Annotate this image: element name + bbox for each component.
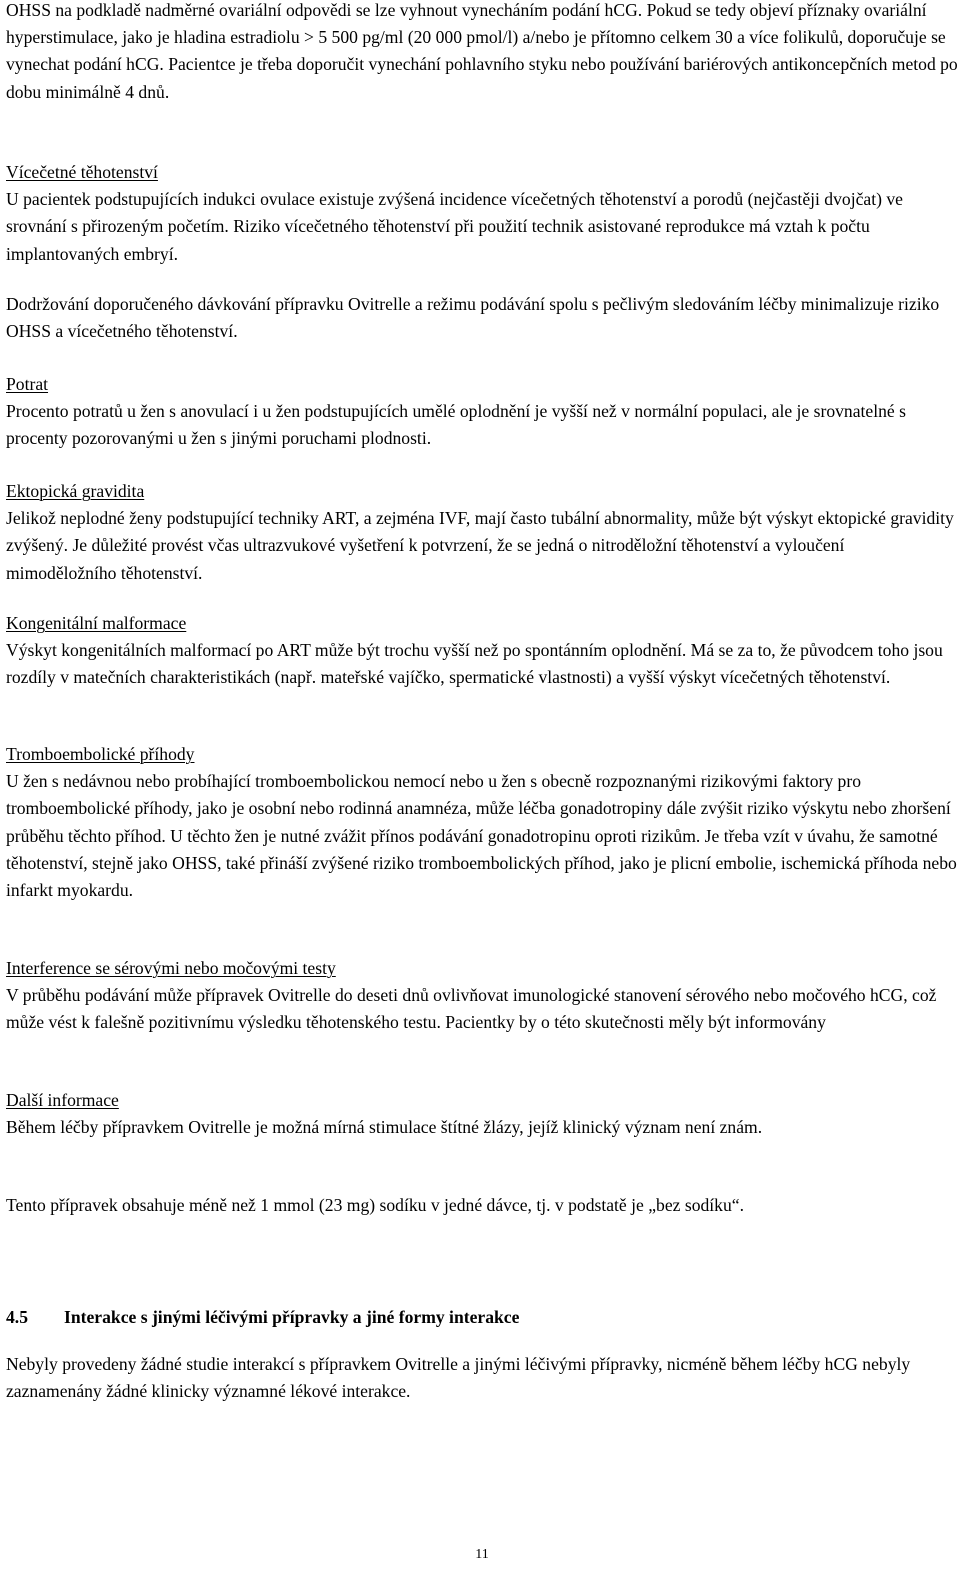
section-test-interference <box>6 955 958 1037</box>
section-4-5-heading <box>6 1304 958 1331</box>
section-multiple-pregnancy <box>6 159 958 268</box>
paragraph-text: V průběhu podávání může přípravek Ovitrelle do deseti dnů ovlivňovat imunologické stanovení sérového nebo močového hCG, což může vést k falešně pozitivnímu výsledku těhotenského testu. Pacientky by o této skutečnosti měly být informovány <box>6 985 937 1033</box>
paragraph-text: Během léčby přípravkem Ovitrelle je možná mírná stimulace štítné žlázy, jejíž klinický význam není znám. <box>6 1117 763 1138</box>
paragraph-text: OHSS na podkladě nadměrné ovariální odpovědi se lze vyhnout vynecháním podání hCG. Pokud se tedy objeví příznaky ovariální hyperstimulace, jako je hladina estradiolu > 5 500 pg/ml (20 000 pmol/l) a/nebo je přítomno celkem 30 a více folikulů, doporučuje se vynechat podání hCG. Pacientce je třeba doporučit vynechání pohlavního styku nebo používání bariérových antikoncepčních metod po dobu minimálně 4 dnů. <box>6 0 958 102</box>
section-title: Interakce s jinými léčivými přípravky a jiné formy interakce <box>64 1307 520 1327</box>
document-page <box>6 0 958 1582</box>
section-thromboembolic-events <box>6 741 958 904</box>
paragraph-text: Dodržování doporučeného dávkování přípravku Ovitrelle a režimu podávání spolu s pečlivým sledováním léčby minimalizuje riziko OHSS a vícečetného těhotenství. <box>6 294 940 342</box>
section-heading: Kongenitální malformace <box>6 613 187 633</box>
section-miscarriage <box>6 371 958 453</box>
section-other-information <box>6 1087 958 1141</box>
paragraph-text: U pacientek podstupujících indukci ovulace existuje zvýšená incidence vícečetných těhotenství a porodů (nejčastěji dvojčat) ve srovnání s přirozeným početím. Riziko vícečetného těhotenství při použití technik asistované reprodukce má vztah k počtu implantovaných embryí. <box>6 189 903 264</box>
paragraph-text: Nebyly provedeny žádné studie interakcí s přípravkem Ovitrelle a jinými léčivými přípravky, nicméně během léčby hCG nebyly zaznamenány žádné klinicky významné lékové interakce. <box>6 1354 911 1402</box>
section-congenital-malformations <box>6 610 958 692</box>
paragraph-text: Tento přípravek obsahuje méně než 1 mmol (23 mg) sodíku v jedné dávce, tj. v podstatě je „bez sodíku“. <box>6 1195 744 1215</box>
paragraph-text: Procento potratů u žen s anovulací i u žen podstupujících umělé oplodnění je vyšší než v normální populaci, ale je srovnatelné s procenty pozorovanými u žen s jinými poruchami plodnosti. <box>6 401 906 449</box>
section-heading: Ektopická gravidita <box>6 481 145 501</box>
section-heading: Další informace <box>6 1090 119 1110</box>
paragraph-ohss-avoidance <box>6 0 958 106</box>
paragraph-sodium-content <box>6 1192 958 1219</box>
section-ectopic-pregnancy <box>6 478 958 587</box>
paragraph-dosing-note <box>6 291 958 345</box>
section-number: 4.5 <box>6 1307 28 1327</box>
section-heading: Tromboembolické příhody <box>6 744 195 764</box>
paragraph-text: U žen s nedávnou nebo probíhající tromboembolickou nemocí nebo u žen s obecně rozpoznanými rizikovými faktory pro tromboembolické příhody, jako je osobní nebo rodinná anamnéza, může léčba gonadotropiny dále zvýšit riziko výskytu nebo zhoršení průběhu těchto příhod. U těchto žen je nutné zvážit přínos podávání gonadotropinu oproti rizikům. Je třeba vzít v úvahu, že samotné těhotenství, stejně jako OHSS, také přináší zvýšené riziko tromboembolických příhod, jako je plicní embolie, ischemická příhoda nebo infarkt myokardu. <box>6 771 957 901</box>
section-heading: Potrat <box>6 374 49 394</box>
section-heading: Vícečetné těhotenství <box>6 162 158 182</box>
paragraph-text: Jelikož neplodné ženy podstupující techniky ART, a zejména IVF, mají často tubální abnormality, může být výskyt ektopické gravidity zvýšený. Je důležité provést včas ultrazvukové vyšetření k potvrzení, že se jedná o nitroděložní těhotenství a vyloučení mimoděložního těhotenství. <box>6 508 954 583</box>
page-number: 11 <box>475 1547 489 1562</box>
paragraph-text: Výskyt kongenitálních malformací po ART může být trochu vyšší než po spontánním oplodnění. Má se za to, že původcem toho jsou rozdíly v matečních charakteristikách (např. mateřské vajíčko, spermatické vlastnosti) a vyšší výskyt vícečetných těhotenství. <box>6 640 943 688</box>
paragraph-interactions <box>6 1351 958 1405</box>
section-heading: Interference se sérovými nebo močovými testy <box>6 958 336 978</box>
